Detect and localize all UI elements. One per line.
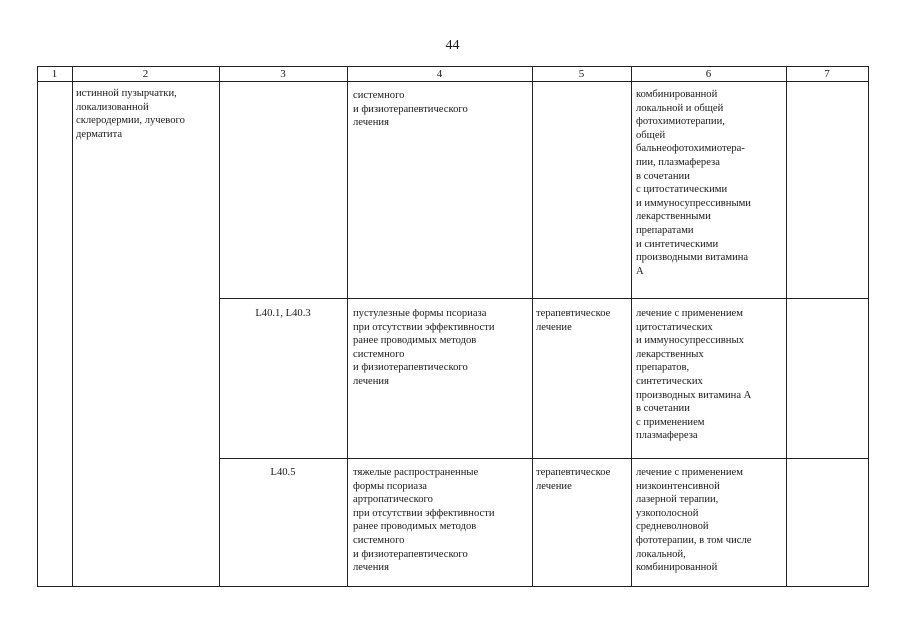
col-border-2 bbox=[219, 66, 220, 587]
col-border-6 bbox=[786, 66, 787, 587]
col-header-3: 3 bbox=[280, 68, 286, 80]
col-header-2: 2 bbox=[142, 68, 149, 80]
col-header-4: 4 bbox=[436, 68, 443, 80]
row1-col2-cell: истинной пузырчатки, локализованной склеродермии, лучевого дерматита bbox=[76, 88, 185, 140]
col-border-0 bbox=[37, 66, 38, 587]
col-header-5: 5 bbox=[578, 68, 585, 80]
row2-col5-cell: терапевтическое лечение bbox=[536, 308, 611, 333]
col-border-4 bbox=[532, 66, 533, 587]
row2-col6-cell: лечение с применением цитостатических и иммуносупрессивных лекарственных препаратов, синтетических производных витамина А в сочетании с применением плазмафереза bbox=[636, 308, 752, 442]
col-header-1: 1 bbox=[51, 68, 58, 80]
col-border-7 bbox=[868, 66, 869, 587]
row-divider-1 bbox=[219, 298, 869, 299]
page-number: 44 bbox=[445, 38, 460, 53]
col-header-6: 6 bbox=[705, 68, 712, 80]
row1-col6-cell: комбинированной локальной и общей фотохимиотерапии, общей бальнеофотохимиотера- пии, плазмафереза в сочетании с цитостатическими и иммуносупрессивными лекарственными препаратами и синтетическими производными витамина А bbox=[636, 89, 751, 277]
header-bottom-border bbox=[37, 81, 869, 82]
row3-col3-cell: L40.5 bbox=[270, 467, 296, 478]
col-border-5 bbox=[631, 66, 632, 587]
col-border-3 bbox=[347, 66, 348, 587]
row1-col4-cell: системного и физиотерапевтического лечения bbox=[353, 90, 468, 129]
row3-col5-cell: терапевтическое лечение bbox=[536, 467, 611, 492]
row2-col3-cell: L40.1, L40.3 bbox=[255, 308, 311, 319]
row3-col4-cell: тяжелые распространенные формы псориаза артропатического при отсутствии эффективности ранее проводимых методов системного и физиотерапевтического лечения bbox=[353, 467, 495, 574]
col-header-7: 7 bbox=[824, 68, 830, 80]
table-bottom-border bbox=[37, 586, 869, 587]
row-divider-2 bbox=[219, 458, 869, 459]
row3-col6-cell: лечение с применением низкоинтенсивной лазерной терапии, узкополосной средневолновой фототерапии, в том числе локальной, комбинированной bbox=[636, 467, 752, 574]
row2-col4-cell: пустулезные формы псориаза при отсутствии эффективности ранее проводимых методов системного и физиотерапевтического лечения bbox=[353, 308, 495, 387]
col-border-1 bbox=[72, 66, 73, 587]
